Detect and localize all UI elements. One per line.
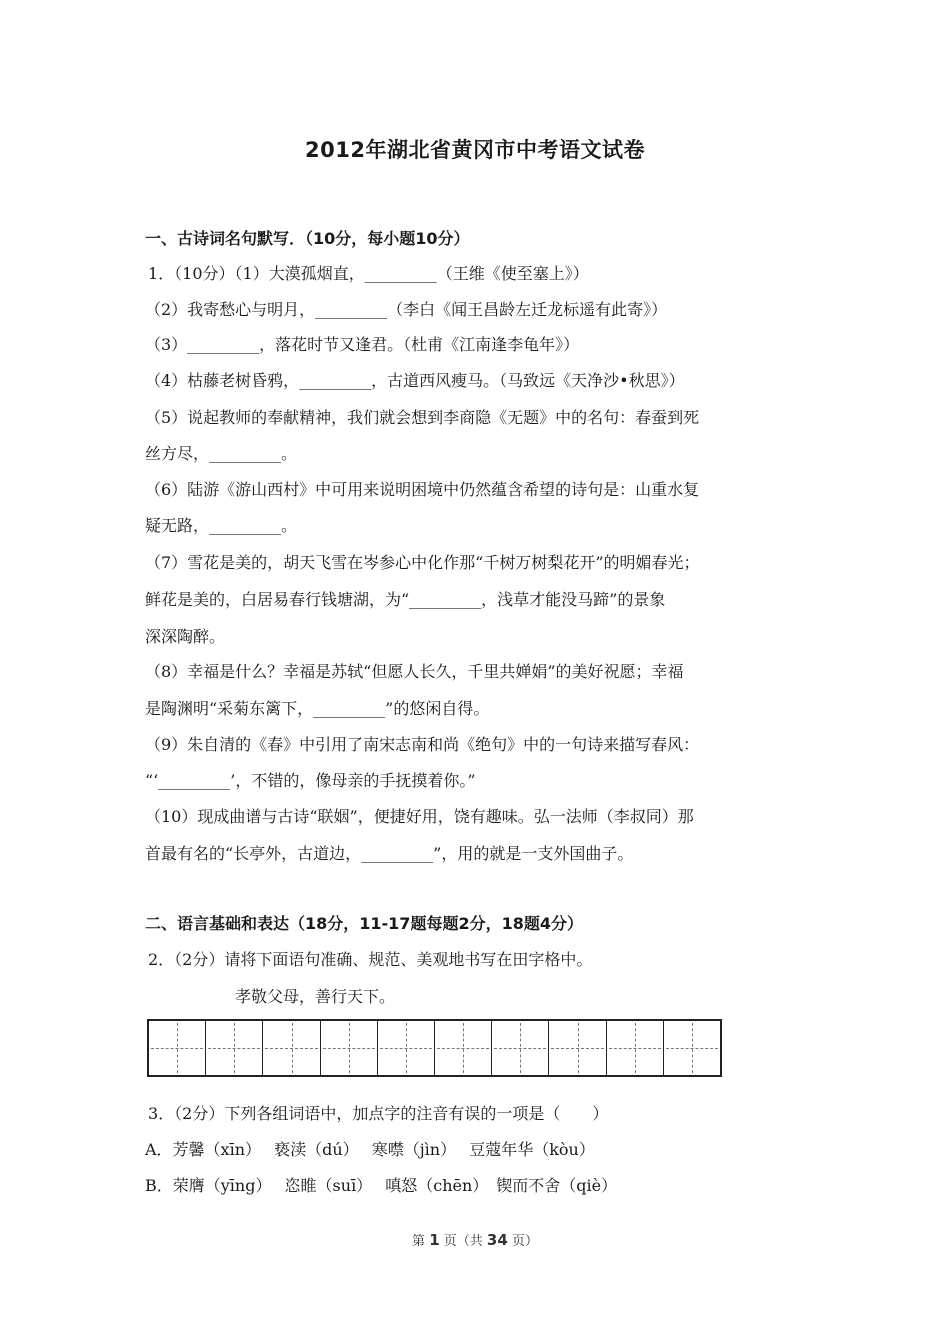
question-1-item-2: （2）我寄愁心与明月，_________（李白《闻王昌龄左迁龙标遥有此寄》） [145,300,668,319]
grid-cell [607,1021,664,1075]
question-1-line: 1．（10分）（1）大漠孤烟直，_________（王维《使至塞上》） [148,264,589,283]
grid-cell [321,1021,378,1075]
footer-total-pages: 34 [486,1231,508,1249]
question-3-option-b: B．荣膺（yīng） 恣睢（suī） 嗔怒（chēn） 锲而不舍（qiè） [145,1176,618,1195]
question-1-item-8: （8）幸福是什么？幸福是苏轼“但愿人长久，千里共婵娟”的美好祝愿；幸福 [145,662,684,681]
section-1-heading: 一、古诗词名句默写．（10分，每小题10分） [145,229,470,248]
question-1-item-5-cont: 丝方尽，_________。 [145,444,298,463]
question-1-item-6-cont: 疑无路，_________。 [145,516,298,535]
question-1-item-8-cont: 是陶渊明“采菊东篱下，_________”的悠闲自得。 [145,699,490,718]
grid-cell [149,1021,206,1075]
page-footer [0,1230,950,1249]
question-1-item-10-cont: 首最有名的“长亭外，古道边，_________”，用的就是一支外国曲子。 [145,844,634,863]
question-1-item-7-end: 深深陶醉。 [145,627,226,646]
question-1-item-3: （3）_________，落花时节又逢君。（杜甫《江南逢李龟年》） [145,335,580,354]
grid-cell [263,1021,320,1075]
question-3-option-a: A．芳馨（xīn） 亵渎（dú） 寒噤（jìn） 豆蔻年华（kòu） [145,1140,595,1159]
grid-cell [378,1021,435,1075]
grid-cell [206,1021,263,1075]
question-1-item-9: （9）朱自清的《春》中引用了南宋志南和尚《绝句》中的一句诗来描写春风： [145,735,700,754]
question-1-item-7: （7）雪花是美的，胡天飞雪在岑参心中化作那“千树万树梨花开”的明媚春光； [145,553,700,572]
section-2-heading: 二、语言基础和表达（18分，11-17题每题2分，18题4分） [145,914,583,933]
question-1-item-10: （10）现成曲谱与古诗“联姻”，便捷好用，饶有趣味。弘一法师（李叔同）那 [145,807,694,826]
grid-cell [492,1021,549,1075]
grid-cell [664,1021,720,1075]
footer-middle: 页（共 [443,1234,483,1249]
footer-prefix: 第 [412,1234,426,1249]
question-2-prompt: 2．（2分）请将下面语句准确、规范、美观地书写在田字格中。 [148,950,593,969]
footer-suffix: 页） [511,1234,538,1249]
question-3-prompt: 3．（2分）下列各组词语中，加点字的注音有误的一项是（ ） [148,1104,609,1123]
footer-page-number: 1 [429,1231,440,1249]
question-1-item-9-cont: “‘_________’，不错的，像母亲的手抚摸着你。” [145,771,476,790]
grid-cell [549,1021,606,1075]
question-1-item-6: （6）陆游《游山西村》中可用来说明困境中仍然蕴含希望的诗句是：山重水复 [145,480,700,499]
question-1-item-4: （4）枯藤老树昏鸦，_________，古道西风瘦马。（马致远《天净沙•秋思》） [145,371,685,390]
grid-cell [435,1021,492,1075]
question-1-item-7-cont: 鲜花是美的，白居易春行钱塘湖，为“_________，浅草才能没马蹄”的景象 [145,590,666,609]
tianzige-grid [147,1019,722,1077]
question-1-item-5: （5）说起教师的奉献精神，我们就会想到李商隐《无题》中的名句：春蚕到死 [145,408,700,427]
exam-title: 2012年湖北省黄冈市中考语文试卷 [305,138,645,162]
question-2-sentence: 孝敬父母，善行天下。 [235,987,396,1006]
